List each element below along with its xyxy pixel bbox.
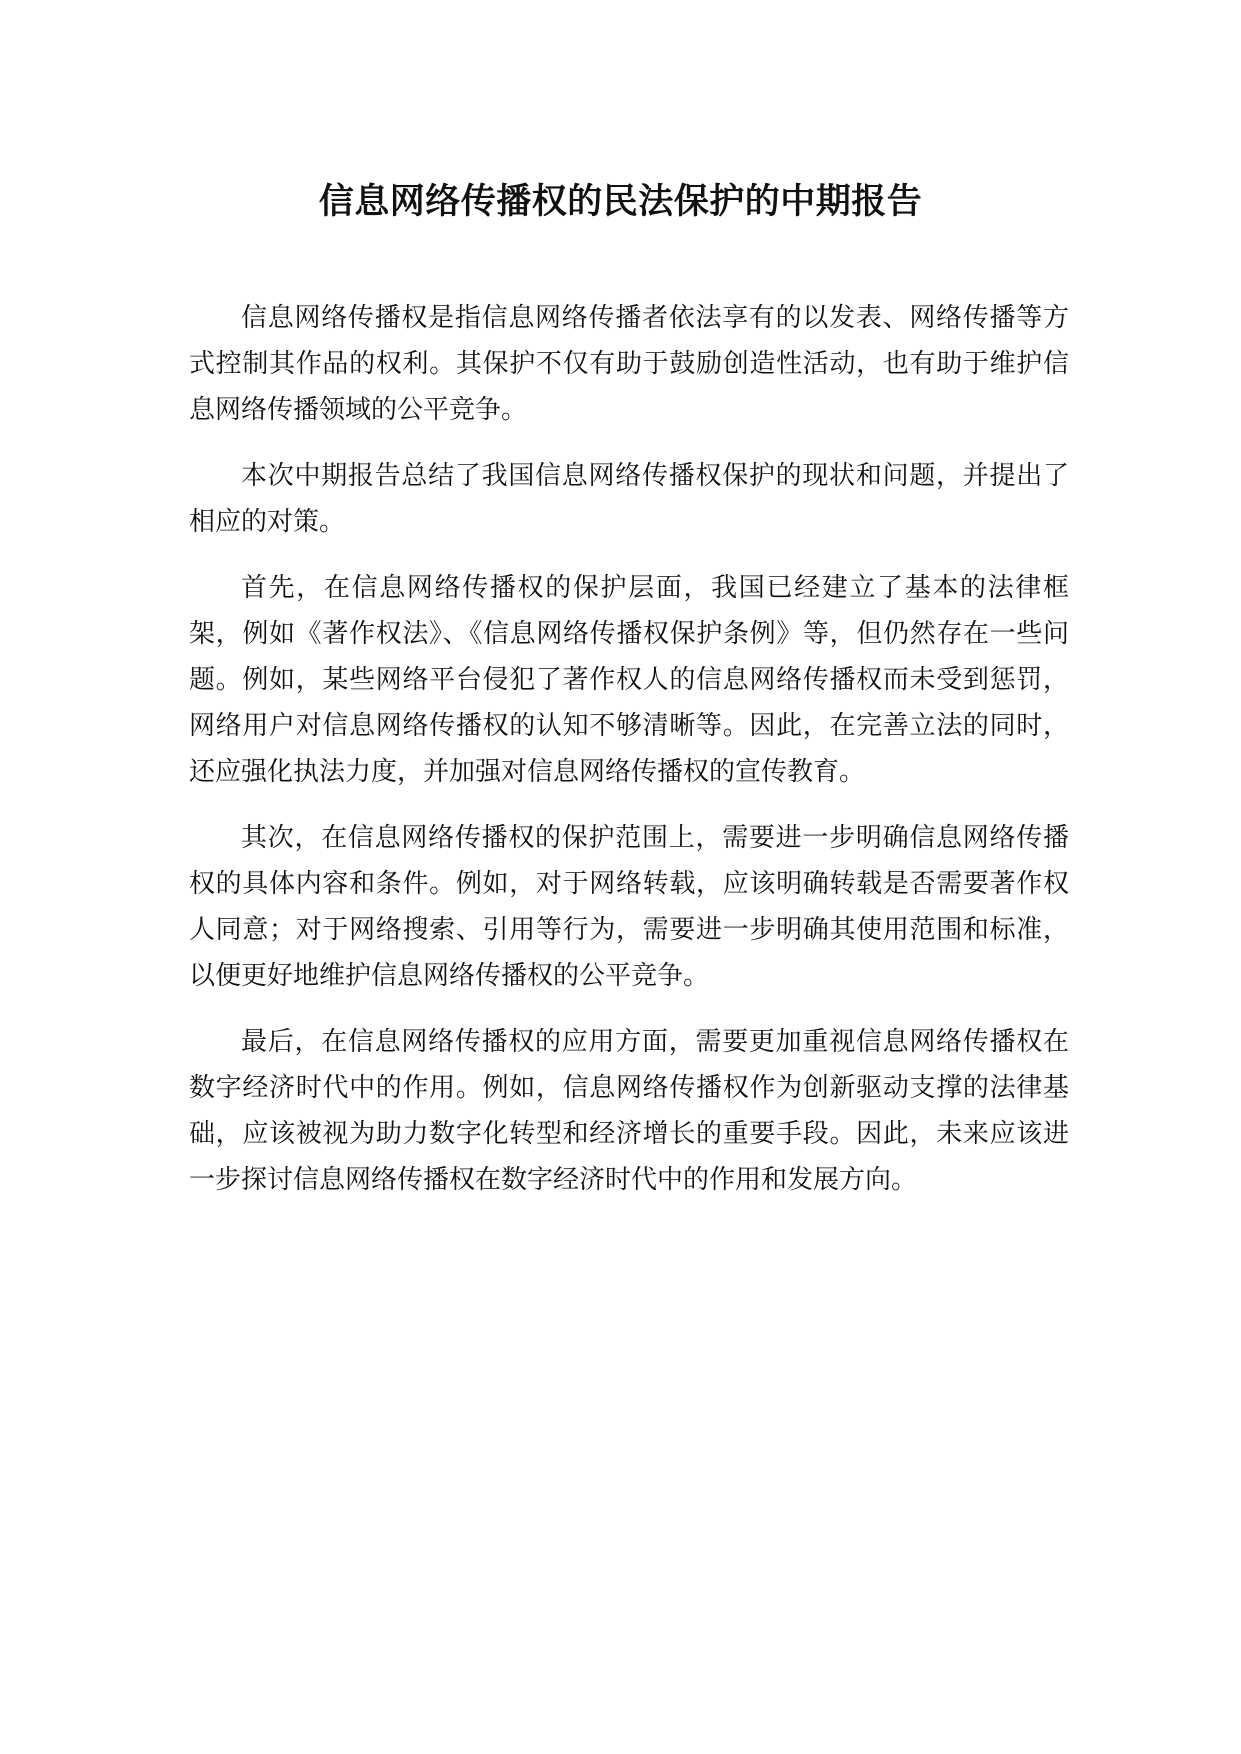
paragraph-5: 最后，在信息网络传播权的应用方面，需要更加重视信息网络传播权在数字经济时代中的作用。例如，信息网络传播权作为创新驱动支撑的法律基础，应该被视为助力数字化转型和经济增长的重要手段。因此，未来应该进一步探讨信息网络传播权在数字经济时代中的作用和发展方向。 bbox=[189, 1027, 1069, 1195]
document-title: 信息网络传播权的民法保护的中期报告 bbox=[318, 182, 923, 222]
document-body bbox=[189, 295, 1069, 1223]
paragraph-2: 本次中期报告总结了我国信息网络传播权保护的现状和问题，并提出了相应的对策。 bbox=[189, 461, 1069, 537]
paragraph-1: 信息网络传播权是指信息网络传播者依法享有的以发表、网络传播等方式控制其作品的权利。其保护不仅有助于鼓励创造性活动，也有助于维护信息网络传播领域的公平竞争。 bbox=[189, 303, 1069, 425]
paragraph-4: 其次，在信息网络传播权的保护范围上，需要进一步明确信息网络传播权的具体内容和条件。例如，对于网络转载，应该明确转载是否需要著作权人同意；对于网络搜索、引用等行为，需要进一步明确其使用范围和标准，以便更好地维护信息网络传播权的公平竞争。 bbox=[189, 823, 1069, 991]
paragraph-3: 首先，在信息网络传播权的保护层面，我国已经建立了基本的法律框架，例如《著作权法》、《信息网络传播权保护条例》等，但仍然存在一些问题。例如，某些网络平台侵犯了著作权人的信息网络传播权而未受到惩罚，网络用户对信息网络传播权的认知不够清晰等。因此，在完善立法的同时，还应强化执法力度，并加强对信息网络传播权的宣传教育。 bbox=[189, 573, 1069, 787]
